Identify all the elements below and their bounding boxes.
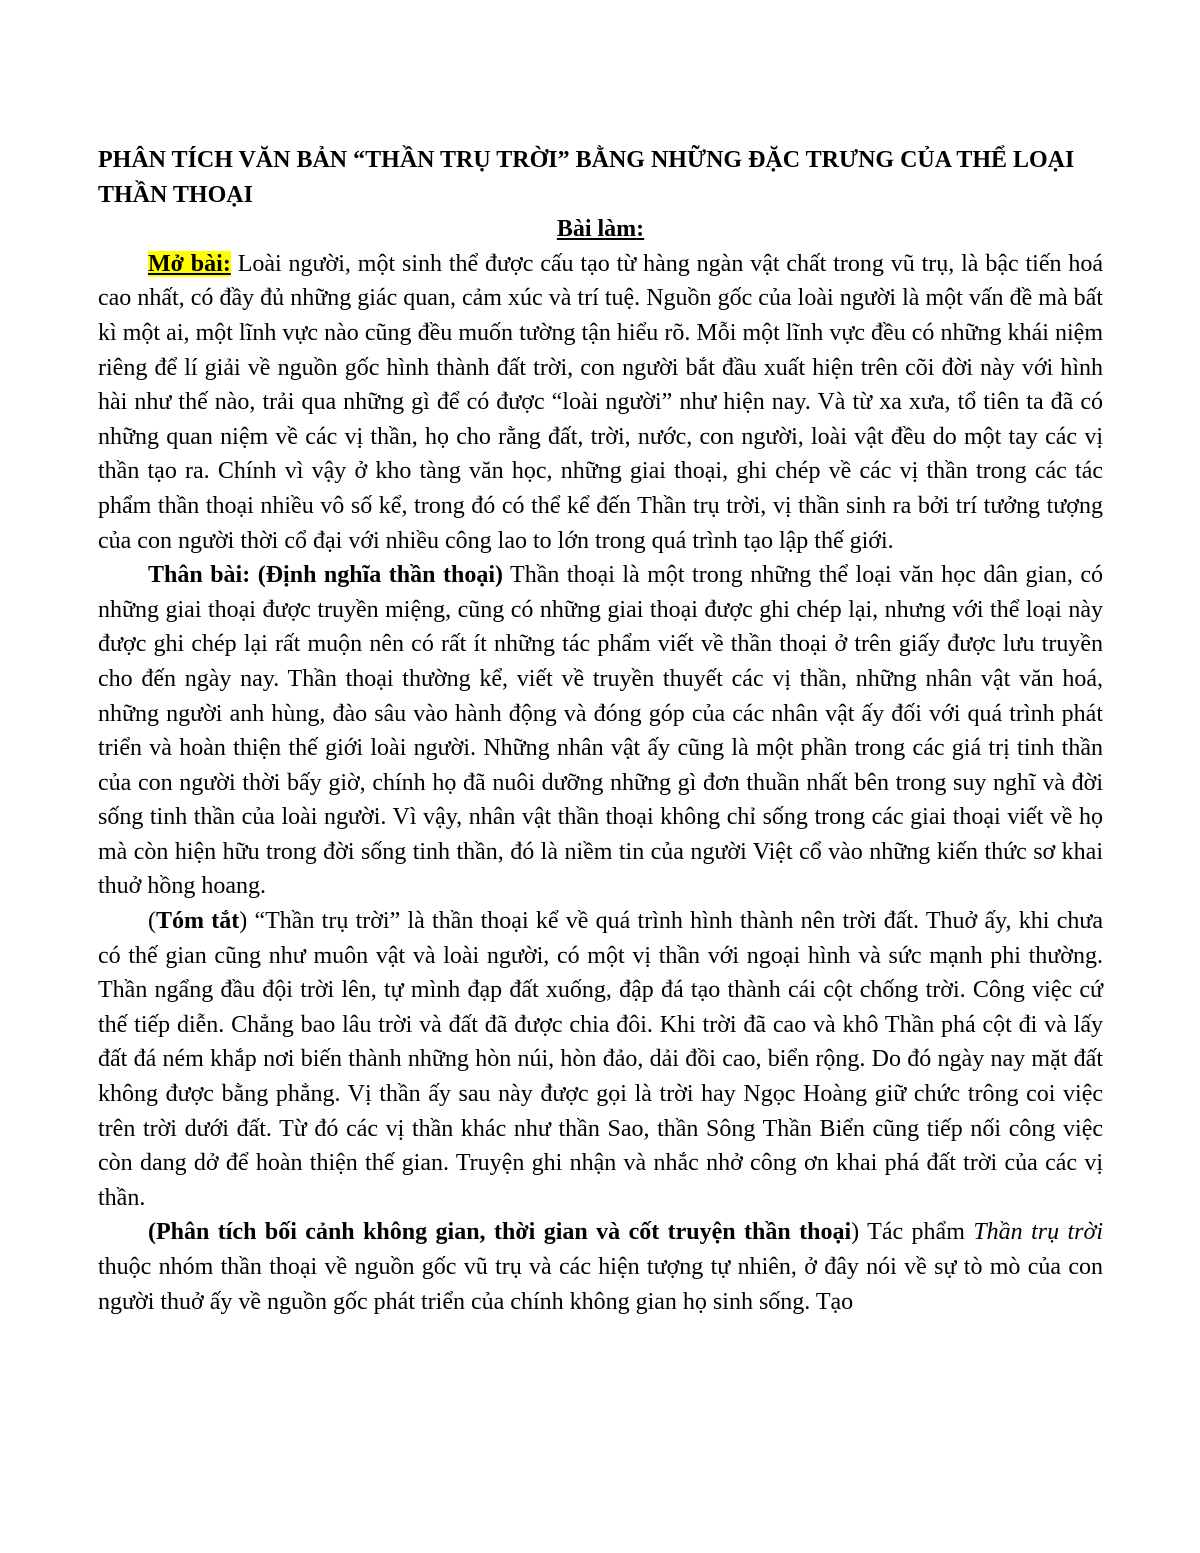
phan-tich-text-after: thuộc nhóm thần thoại về nguồn gốc vũ trụ và các hiện tượng tự nhiên, ở đây nói về sự tò mò của con người thuở ấy về nguồn gốc phát triển của chính không gian họ sinh sống. Tạo: [98, 1254, 1103, 1315]
section-heading-text: Bài làm: [556, 216, 637, 243]
tom-tat-text: “Thần trụ trời” là thần thoại kể về quá trình hình thành nên trời đất. Thuở ấy, khi chưa có thế gian cũng như muôn vật và loài người, có một vị thần với ngoại hình và sức mạnh phi thường. Thần ngẩng đầu đội trời lên, tự mình đạp đất xuống, đập đá tạo thành cái cột chống trời. Công việc cứ thế tiếp diễn. Chẳng bao lâu trời và đất đã được chia đôi. Khi trời đã cao và khô Thần phá cột đi và lấy đất đá ném khắp nơi biến thành những hòn núi, hòn đảo, dải đồi cao, biển rộng. Do đó ngày nay mặt đất không được bằng phẳng. Vị thần ấy sau này được gọi là trời hay Ngọc Hoàng giữ chức trông coi việc trên trời dưới đất. Từ đó các vị thần khác như thần Sao, thần Sông Thần Biển cũng tiếp nối công việc còn dang dở để hoàn thiện thế gian. Truyện ghi nhận và nhắc nhở công ơn khai phá đất trời của các vị thần.: [98, 908, 1104, 1211]
phan-tich-text-before: Tác phẩm: [859, 1219, 974, 1246]
phan-tich-work-title: Thần trụ trời: [973, 1219, 1104, 1246]
paragraph-phan-tich: [98, 1215, 1103, 1319]
mo-bai-text: Loài người, một sinh thể được cấu tạo từ hàng ngàn vật chất trong vũ trụ, là bậc tiến hoá cao nhất, có đầy đủ những giác quan, cảm xúc và trí tuệ. Nguồn gốc của loài người là một vấn đề mà bất kì một ai, một lĩnh vực nào cũng đều muốn tường tận hiểu rõ. Mỗi một lĩnh vực đều có những khái niệm riêng để lí giải về nguồn gốc hình thành đất trời, con người bắt đầu xuất hiện trên cõi đời này với hình hài như thế nào, trải qua những gì để có được “loài người” như hiện nay. Và từ xa xưa, tổ tiên ta đã có những quan niệm về các vị thần, họ cho rằng đất, trời, nước, con người, loài vật đều do một tay các vị thần tạo ra. Chính vì vậy ở kho tàng văn học, những giai thoại, ghi chép về các vị thần trong các tác phẩm thần thoại nhiều vô số kể, trong đó có thể kể đến Thần trụ trời, vị thần sinh ra bởi trí tưởng tượng của con người thời cổ đại với nhiều công lao to lớn trong quá trình tạo lập thế giới.: [98, 250, 1103, 554]
paragraph-than-bai: [98, 558, 1103, 904]
mo-bai-label: Mở bài:: [148, 250, 231, 277]
phan-tich-label: (Phân tích bối cảnh không gian, thời gian và cốt truyện thần thoại: [148, 1219, 852, 1246]
document-title: PHÂN TÍCH VĂN BẢN “THẦN TRỤ TRỜI” BẰNG NHỮNG ĐẶC TRƯNG CỦA THỂ LOẠI THẦN THOẠI: [98, 147, 1075, 208]
section-heading-colon: :: [636, 216, 645, 243]
tom-tat-close-paren: ): [239, 908, 248, 935]
paragraph-mo-bai: [98, 247, 1103, 558]
tom-tat-label: Tóm tắt: [156, 908, 240, 935]
document-body: [98, 143, 1103, 1319]
paragraph-tom-tat: [98, 904, 1103, 1215]
tom-tat-open-paren: (: [148, 908, 156, 935]
section-heading: [98, 212, 1103, 247]
than-bai-text: Thần thoại là một trong những thể loại văn học dân gian, có những giai thoại được truyền miệng, cũng có những giai thoại được ghi chép lại, nhưng với thể loại này được ghi chép lại rất muộn nên có rất ít những tác phẩm viết về thần thoại ở trên giấy được lưu truyền cho đến ngày nay. Thần thoại thường kể, viết về truyền thuyết các vị thần, những nhân vật văn hoá, những người anh hùng, đào sâu vào hành động và đóng góp của các nhân vật ấy đối với quá trình phát triển và hoàn thiện thế giới loài người. Những nhân vật ấy cũng là một phần trong các giá trị tinh thần của con người thời bấy giờ, chính họ đã nuôi dưỡng những gì đơn thuần nhất bên trong suy nghĩ và đời sống tinh thần của loài người. Vì vậy, nhân vật thần thoại không chỉ sống trong các giai thoại viết về họ mà còn hiện hữu trong đời sống tinh thần, đó là niềm tin của người Việt cổ vào những kiến thức sơ khai thuở hồng hoang.: [98, 562, 1103, 900]
than-bai-label: Thân bài: (Định nghĩa thần thoại): [148, 562, 503, 589]
phan-tich-close-paren: ): [851, 1219, 860, 1246]
